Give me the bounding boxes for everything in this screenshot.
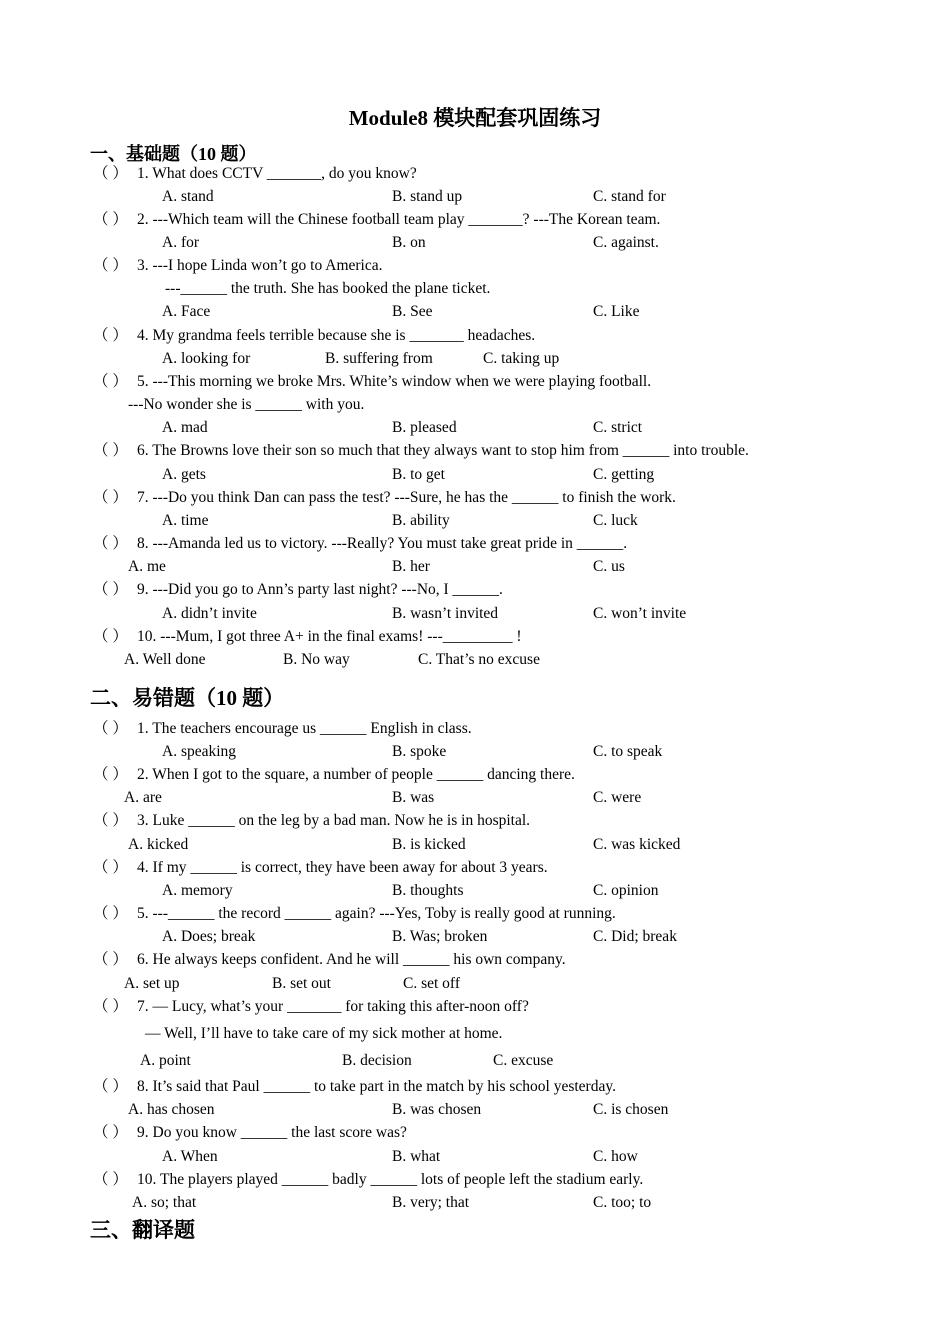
option-a: A. mad (162, 419, 208, 436)
answer-bracket[interactable]: （ ） (93, 535, 128, 552)
answer-bracket[interactable]: （ ） (93, 211, 128, 228)
question-text-line2: ---______ the truth. She has booked the plane ticket. (165, 280, 491, 297)
question-row (93, 326, 535, 346)
question-text: 10. The players played ______ badly ______ lots of people left the stadium early. (137, 1171, 644, 1188)
question-text: 4. If my ______ is correct, they have been away for about 3 years. (137, 859, 548, 876)
question-text: 5. ---This morning we broke Mrs. White’s window when we were playing football. (137, 373, 652, 390)
question-row (93, 1077, 616, 1097)
question-row (93, 1170, 643, 1190)
question-row (93, 488, 676, 508)
question-text: 8. It’s said that Paul ______ to take part in the match by his school yesterday. (137, 1078, 616, 1095)
answer-bracket[interactable]: （ ） (93, 581, 128, 598)
option-a: A. didn’t invite (162, 605, 257, 622)
answer-bracket[interactable]: （ ） (93, 165, 128, 182)
option-c: C. excuse (493, 1052, 554, 1069)
option-c: C. Like (593, 303, 640, 320)
option-a: A. point (140, 1052, 191, 1069)
question-text: 6. The Browns love their son so much that they always want to stop him from ______ into trouble. (137, 442, 749, 459)
option-c: C. won’t invite (593, 605, 687, 622)
question-row (93, 904, 616, 924)
option-b: B. set out (272, 975, 331, 992)
option-b: B. pleased (392, 419, 457, 436)
answer-bracket[interactable]: （ ） (93, 766, 128, 783)
answer-bracket[interactable]: （ ） (93, 327, 128, 344)
question-text: 1. The teachers encourage us ______ English in class. (137, 720, 472, 737)
option-a: A. kicked (128, 836, 189, 853)
option-c: C. against. (593, 234, 659, 251)
option-a: A. Face (162, 303, 211, 320)
question-row (93, 765, 575, 785)
option-c: C. stand for (593, 188, 666, 205)
option-c: C. is chosen (593, 1101, 669, 1118)
section-heading-basic: 一、基础题（10 题） (90, 144, 257, 164)
option-c: C. luck (593, 512, 638, 529)
question-row (93, 1123, 407, 1143)
answer-bracket[interactable]: （ ） (93, 373, 128, 390)
option-a: A. for (162, 234, 200, 251)
option-b: B. her (392, 558, 430, 575)
question-row (93, 534, 627, 554)
question-row (93, 627, 522, 647)
question-text: 8. ---Amanda led us to victory. ---Really? You must take great pride in ______. (137, 535, 628, 552)
option-c: C. strict (593, 419, 643, 436)
option-a: A. looking for (162, 350, 251, 367)
answer-bracket[interactable]: （ ） (93, 257, 128, 274)
answer-bracket[interactable]: （ ） (93, 1124, 128, 1141)
option-b: B. stand up (392, 188, 463, 205)
question-text-line2: ---No wonder she is ______ with you. (128, 396, 365, 413)
option-a: A. gets (162, 466, 206, 483)
option-a: A. Does; break (162, 928, 256, 945)
question-row (93, 811, 530, 831)
question-row (93, 580, 503, 600)
option-c: C. too; to (593, 1194, 652, 1211)
question-text: 7. — Lucy, what’s your _______ for taking this after-noon off? (137, 998, 529, 1015)
question-text: 5. ---______ the record ______ again? ---Yes, Toby is really good at running. (137, 905, 616, 922)
answer-bracket[interactable]: （ ） (93, 1078, 128, 1095)
page-title: Module8 模块配套巩固练习 (348, 106, 602, 130)
option-c: C. how (593, 1148, 638, 1165)
option-b: B. wasn’t invited (392, 605, 499, 622)
question-row (93, 164, 417, 184)
option-b: B. No way (283, 651, 350, 668)
option-c: C. us (593, 558, 625, 575)
question-text: 2. When I got to the square, a number of people ______ dancing there. (137, 766, 575, 783)
option-c: C. taking up (483, 350, 560, 367)
answer-bracket[interactable]: （ ） (93, 998, 128, 1015)
question-text: 2. ---Which team will the Chinese football team play _______? ---The Korean team. (137, 211, 661, 228)
question-text: 1. What does CCTV _______, do you know? (137, 165, 417, 182)
option-a: A. speaking (162, 743, 237, 760)
option-b: B. suffering from (325, 350, 433, 367)
question-text: 9. Do you know ______ the last score was? (137, 1124, 407, 1141)
option-c: C. getting (593, 466, 655, 483)
question-row (93, 210, 660, 230)
option-a: A. set up (124, 975, 180, 992)
option-b: B. See (392, 303, 433, 320)
option-b: B. to get (392, 466, 445, 483)
question-row (93, 441, 749, 461)
option-b: B. thoughts (392, 882, 464, 899)
answer-bracket[interactable]: （ ） (93, 442, 128, 459)
question-row (93, 719, 472, 739)
question-text: 7. ---Do you think Dan can pass the test? ---Sure, he has the ______ to finish the work. (137, 489, 676, 506)
option-b: B. ability (392, 512, 450, 529)
option-c: C. Did; break (593, 928, 677, 945)
question-text: 10. ---Mum, I got three A+ in the final exams! ---_________ ! (137, 628, 522, 645)
question-row (93, 950, 566, 970)
answer-bracket[interactable]: （ ） (93, 720, 128, 737)
section-heading-error-prone: 二、易错题（10 题） (90, 686, 285, 710)
section-heading-translation: 三、翻译题 (90, 1218, 195, 1242)
option-b: B. very; that (392, 1194, 470, 1211)
question-text-line2: — Well, I’ll have to take care of my sick mother at home. (145, 1025, 503, 1042)
option-b: B. what (392, 1148, 441, 1165)
question-row (93, 858, 548, 878)
option-b: B. is kicked (392, 836, 466, 853)
answer-bracket[interactable]: （ ） (93, 812, 128, 829)
option-a: A. has chosen (128, 1101, 215, 1118)
option-b: B. was (392, 789, 435, 806)
option-a: A. memory (162, 882, 233, 899)
option-a: A. When (162, 1148, 218, 1165)
question-row (93, 372, 651, 392)
question-text: 3. Luke ______ on the leg by a bad man. Now he is in hospital. (137, 812, 531, 829)
question-text: 4. My grandma feels terrible because she is _______ headaches. (137, 327, 536, 344)
option-c: C. That’s no excuse (418, 651, 540, 668)
option-b: B. on (392, 234, 426, 251)
answer-bracket[interactable]: （ ） (93, 859, 128, 876)
option-a: A. so; that (132, 1194, 197, 1211)
option-a: A. time (162, 512, 209, 529)
option-c: C. opinion (593, 882, 659, 899)
answer-bracket[interactable]: （ ） (93, 1171, 128, 1188)
answer-bracket[interactable]: （ ） (93, 905, 128, 922)
question-text: 3. ---I hope Linda won’t go to America. (137, 257, 383, 274)
option-c: C. were (593, 789, 642, 806)
option-a: A. Well done (124, 651, 206, 668)
answer-bracket[interactable]: （ ） (93, 628, 128, 645)
question-row (93, 256, 383, 276)
option-b: B. Was; broken (392, 928, 488, 945)
question-row (93, 997, 529, 1017)
question-text: 6. He always keeps confident. And he will ______ his own company. (137, 951, 566, 968)
option-b: B. was chosen (392, 1101, 482, 1118)
question-text: 9. ---Did you go to Ann’s party last night? ---No, I ______. (137, 581, 503, 598)
option-b: B. spoke (392, 743, 447, 760)
answer-bracket[interactable]: （ ） (93, 489, 128, 506)
option-c: C. was kicked (593, 836, 681, 853)
option-a: A. stand (162, 188, 214, 205)
option-c: C. to speak (593, 743, 663, 760)
option-c: C. set off (403, 975, 460, 992)
option-b: B. decision (342, 1052, 412, 1069)
answer-bracket[interactable]: （ ） (93, 951, 128, 968)
option-a: A. are (124, 789, 162, 806)
option-a: A. me (128, 558, 166, 575)
